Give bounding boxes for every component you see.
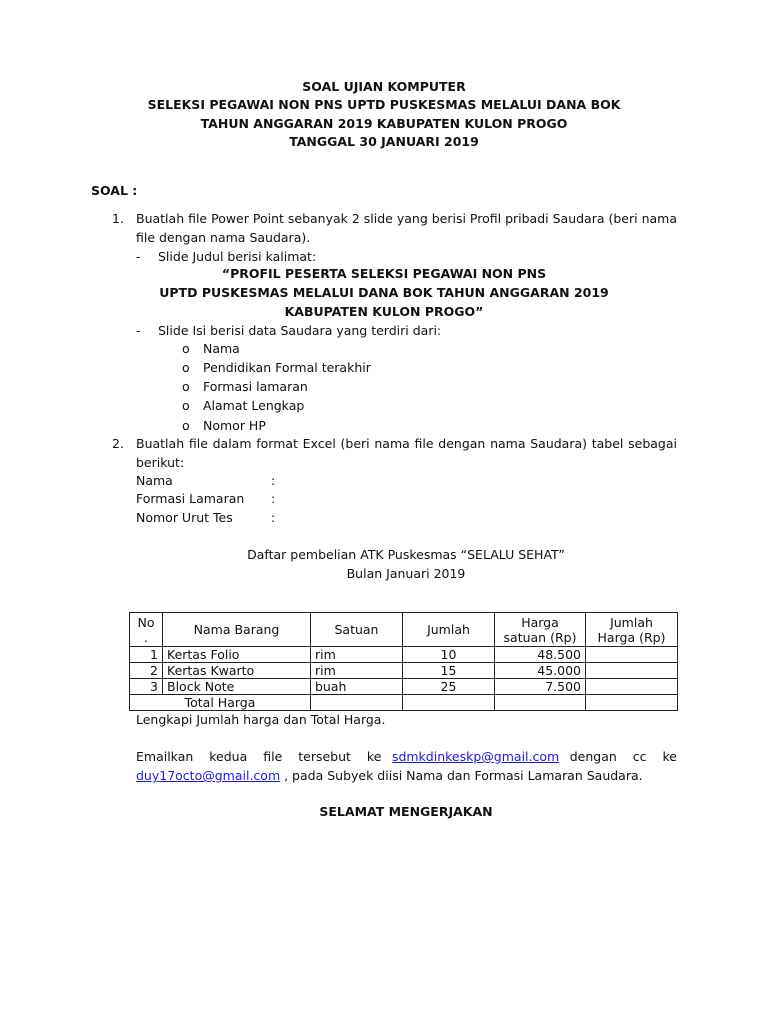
cell-jumlah: 25 xyxy=(403,679,495,695)
q1-slide-judul: Slide Judul berisi kalimat: xyxy=(158,249,317,264)
cell-satuan: rim xyxy=(311,647,403,663)
cell-jumlah-harga xyxy=(586,663,678,679)
closing-text: SELAMAT MENGERJAKAN xyxy=(319,804,493,819)
header-nama-barang: Nama Barang xyxy=(163,613,311,647)
header-harga-line1: Harga xyxy=(521,614,559,630)
header-no-line2: . xyxy=(144,629,148,645)
email-link-cc[interactable]: duy17octo@gmail.com xyxy=(136,768,281,783)
field-label-nama: Nama xyxy=(136,473,173,488)
table-title: Daftar pembelian ATK Puskesmas “SELALU SEHAT” xyxy=(247,547,565,562)
atk-table xyxy=(129,612,678,711)
list-item: Nama xyxy=(203,341,240,356)
cell-no: 3 xyxy=(130,679,163,695)
cell-satuan: buah xyxy=(311,679,403,695)
cell-no: 1 xyxy=(130,647,163,663)
cell-harga: 45.000 xyxy=(495,663,586,679)
table-total-row xyxy=(130,695,678,711)
cell-harga: 7.500 xyxy=(495,679,586,695)
header-line-4: TANGGAL 30 JANUARI 2019 xyxy=(289,134,479,149)
cell-empty xyxy=(495,695,586,711)
email-line-1 xyxy=(136,749,677,764)
q2-text-line1: Buatlah file dalam format Excel (beri nama file dengan nama Saudara) tabel sebagai xyxy=(136,436,677,451)
header-jumlah-harga-line2: Harga (Rp) xyxy=(597,629,666,645)
q1-quote-line1: “PROFIL PESERTA SELEKSI PEGAWAI NON PNS xyxy=(221,266,547,281)
cell-jumlah-harga xyxy=(586,647,678,663)
list-item: Formasi lamaran xyxy=(203,379,308,394)
lengkapi-note: Lengkapi Jumlah harga dan Total Harga. xyxy=(136,712,386,727)
q2-number: 2. xyxy=(112,436,124,451)
cell-satuan: rim xyxy=(311,663,403,679)
q1-quote-line3: KABUPATEN KULON PROGO” xyxy=(284,304,484,319)
q1-dash-2: - xyxy=(136,323,141,338)
list-bullet: o xyxy=(182,398,190,413)
header-no xyxy=(130,613,163,647)
total-label: Total Harga xyxy=(130,695,311,711)
table-row xyxy=(130,647,678,663)
q1-text-line2: file dengan nama Saudara). xyxy=(136,230,311,245)
q1-text-line1: Buatlah file Power Point sebanyak 2 slide yang berisi Profil pribadi Saudara (beri nama xyxy=(136,211,677,226)
email-link-primary[interactable]: sdmkdinkeskp@gmail.com xyxy=(391,749,560,764)
soal-label: SOAL : xyxy=(91,183,138,198)
q1-slide-isi: Slide Isi berisi data Saudara yang terdiri dari: xyxy=(158,323,442,338)
cell-jumlah: 15 xyxy=(403,663,495,679)
field-colon: : xyxy=(271,491,276,506)
header-satuan: Satuan xyxy=(311,613,403,647)
email-prefix: Emailkan kedua file tersebut ke xyxy=(136,749,382,764)
cell-total-value xyxy=(586,695,678,711)
header-jumlah-harga xyxy=(586,613,678,647)
field-colon: : xyxy=(271,510,276,525)
cell-nama: Kertas Folio xyxy=(163,647,311,663)
field-label-formasi: Formasi Lamaran xyxy=(136,491,245,506)
cell-empty xyxy=(403,695,495,711)
header-line-2: SELEKSI PEGAWAI NON PNS UPTD PUSKESMAS MELALUI DANA BOK xyxy=(147,97,621,112)
header-no-line1: No xyxy=(137,614,155,630)
q1-quote-line2: UPTD PUSKESMAS MELALUI DANA BOK TAHUN ANGGARAN 2019 xyxy=(159,285,609,300)
header-jumlah-harga-line1: Jumlah xyxy=(610,614,653,630)
list-bullet: o xyxy=(182,341,190,356)
email-line-2 xyxy=(136,768,643,783)
cell-jumlah: 10 xyxy=(403,647,495,663)
header-line-3: TAHUN ANGGARAN 2019 KABUPATEN KULON PROGO xyxy=(200,116,568,131)
field-colon: : xyxy=(271,473,276,488)
list-item: Alamat Lengkap xyxy=(203,398,305,413)
list-bullet: o xyxy=(182,379,190,394)
email-line2-suffix: , pada Subyek diisi Nama dan Formasi Lamaran Saudara. xyxy=(284,768,643,783)
header-harga-satuan xyxy=(495,613,586,647)
table-header-row xyxy=(130,613,678,647)
table-row xyxy=(130,679,678,695)
q1-number: 1. xyxy=(112,211,124,226)
cell-empty xyxy=(311,695,403,711)
header-jumlah: Jumlah xyxy=(403,613,495,647)
header-line-1: SOAL UJIAN KOMPUTER xyxy=(302,79,466,94)
cell-nama: Kertas Kwarto xyxy=(163,663,311,679)
list-item: Nomor HP xyxy=(203,418,266,433)
cell-jumlah-harga xyxy=(586,679,678,695)
cell-harga: 48.500 xyxy=(495,647,586,663)
list-item: Pendidikan Formal terakhir xyxy=(203,360,371,375)
q1-dash-1: - xyxy=(136,249,141,264)
cell-no: 2 xyxy=(130,663,163,679)
email-suffix: dengan cc ke xyxy=(569,749,677,764)
header-harga-line2: satuan (Rp) xyxy=(503,629,577,645)
field-label-nomor-urut: Nomor Urut Tes xyxy=(136,510,233,525)
cell-nama: Block Note xyxy=(163,679,311,695)
q2-text-line2: berikut: xyxy=(136,455,185,470)
table-row xyxy=(130,663,678,679)
table-subtitle: Bulan Januari 2019 xyxy=(346,566,466,581)
list-bullet: o xyxy=(182,418,190,433)
list-bullet: o xyxy=(182,360,190,375)
